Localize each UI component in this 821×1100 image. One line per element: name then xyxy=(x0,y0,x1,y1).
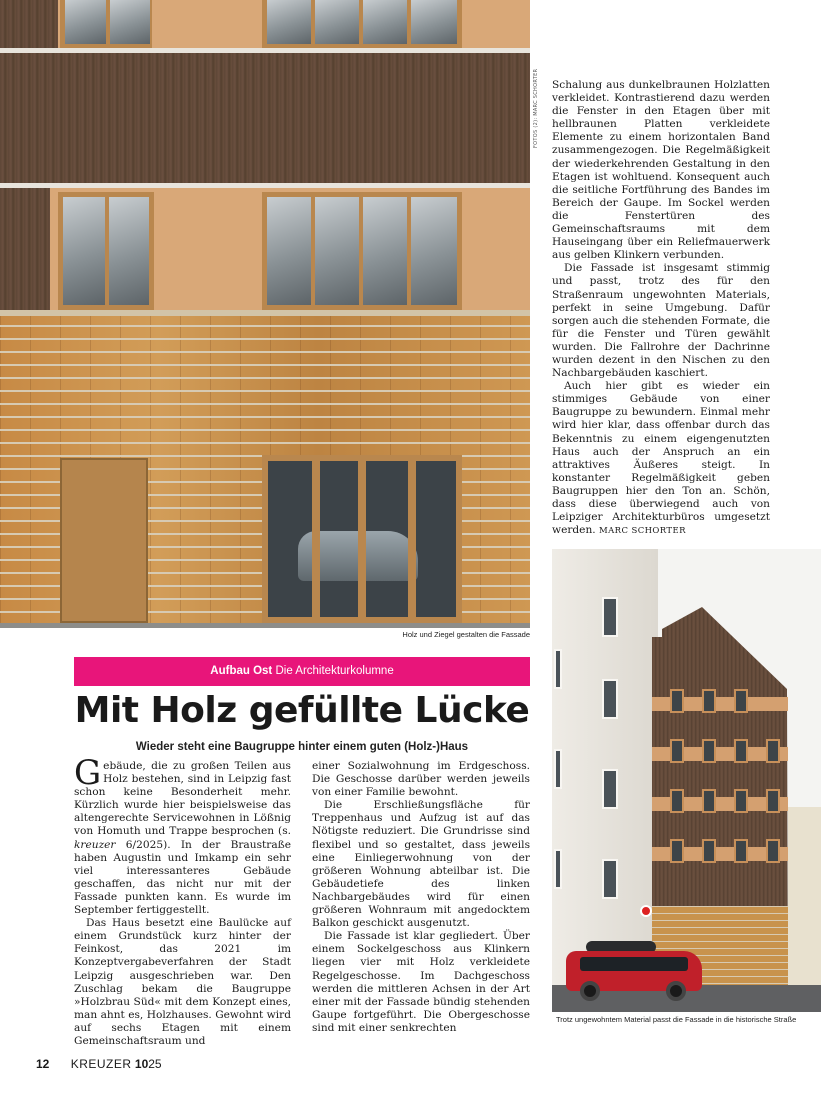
paragraph: Die Fassade ist klar gegliedert. Über einem Sockelgeschoss aus Klinkern liegen vier mit Holz verkleidete Regelgeschosse. Im Dachgeschoss werden die mittleren Achsen in der Art einer mit der Fassade bündig stehenden Gaupe fortgeführt. Die Obergeschosse sind mit einer senkrechten xyxy=(312,930,530,1034)
paragraph: Schalung aus dunkelbraunen Holzlatten verkleidet. Kontrastierend dazu werden die Fenster in den Etagen über mit hellbraunen Platten verkleidete Elemente zu einem horizontalen Band zusammengezogen. Die Regelmäßigkeit der wiederkehrenden Gestaltung in den Etagen ist wohltuend. Konsequent auch die seitliche Fortführung des Bandes im Bereich der Gaupe. Im Sockel werden die Fenstertüren des Gemeinschaftsraums mit dem Hauseingang über ein Reliefmauerwerk aus gelben Klinkern verbunden. xyxy=(552,79,770,262)
column-banner xyxy=(74,657,530,686)
photo-caption: Trotz ungewohntem Material passt die Fassade in die historische Straße xyxy=(556,1015,797,1024)
entrance-door xyxy=(60,458,148,623)
facade-photo xyxy=(0,0,530,628)
street-photo xyxy=(552,549,821,1012)
paragraph: Die Erschließungsfläche für Treppenhaus und Aufzug ist auf das Nötigste reduziert. Die Grundrisse sind flexibel und so gestaltet, dass jeweils eine Einliegerwohnung von der größeren Wohnung abteilbar ist. Die Gebäudetiefe des linken Nachbargebäudes wird für einen größeren Wohnraum mit angedocktem Balkon geschickt ausgenutzt. xyxy=(312,799,530,930)
paragraph: Die Fassade ist insgesamt stimmig und passt, trotz des für den Straßenraum ungewohnten Materials, perfekt in seine Umgebung. Dafür sorgen auch die stehenden Formate, die für die Fenster und Türen gewählt wurden. Die Fallrohre der Dachrinne wurden dezent in den Nischen zu den Nachbargebäuden kaschiert. xyxy=(552,262,770,380)
neighbour-building xyxy=(788,807,821,1012)
wood-cladding xyxy=(0,188,50,314)
paragraph: Auch hier gibt es wieder ein stimmiges Gebäude von einer Baugruppe zu bewundern. Einmal mehr wird hier klar, dass offenbar durch das Bekenntnis zu einem eigengenutzten Haus auch der Anspruch an ein attraktives Äußeres steigt. In konstanter Regelmäßigkeit geben Baugruppen hier den Ton an. Schön, dass diese überwiegend auch von Leipziger Architekturbüros umgesetzt werden. MARC SCHORTER xyxy=(552,380,770,537)
paragraph: Das Haus besetzt eine Baulücke auf einem Grundstück kurz hinter der Feinkost, das 2021 im Konzeptvergabeverfahren der Stadt Leipzig ausgeschrieben war. Den Zuschlag bekam die Baugruppe »Holzbrau Süd« mit dem Konzept eines, man ahnt es, Holzhauses. Gewohnt wird auf sechs Etagen mit einem Gemeinschaftsraum und xyxy=(74,917,291,1047)
red-car xyxy=(566,941,702,999)
wood-cladding xyxy=(0,53,530,185)
article-column-right xyxy=(552,79,770,538)
facade-window xyxy=(262,192,462,310)
magazine-name: KREUZER xyxy=(70,1057,132,1071)
page-footer xyxy=(36,1057,162,1071)
drop-cap: G xyxy=(74,753,102,793)
photo-caption: Holz und Ziegel gestalten die Fassade xyxy=(402,630,530,639)
article-column-2 xyxy=(312,760,530,1035)
pavement xyxy=(0,623,530,628)
wood-cladding xyxy=(0,0,58,50)
section-label: Aufbau Ost xyxy=(210,665,273,677)
facade-window xyxy=(60,0,152,49)
article-column-1 xyxy=(74,753,291,1048)
paragraph: Gebäude, die zu großen Teilen aus Holz bestehen, sind in Leipzig fast schon keine Besonderheit mehr. Kürzlich wurde hier beispielsweise das altengerechte Servicewohnen in Lößnig von Homuth und Trappe besprochen (s. kreuzer 6/2025). In der Braustraße haben Augustin und Imkamp ein sehr viel interessanteres Gebäude geschaffen, das nicht nur mit der Fassade punkten kann. Es wurde im September fertiggestellt. xyxy=(74,753,291,917)
subtitle: Wieder steht eine Baugruppe hinter einem guten (Holz-)Haus xyxy=(135,741,469,753)
column-label: Die Architekturkolumne xyxy=(275,665,394,677)
page-title: Mit Holz gefüllte Lücke xyxy=(74,690,530,731)
no-entry-sign-icon xyxy=(640,905,652,917)
facade-window xyxy=(58,192,154,310)
ground-floor-window xyxy=(262,455,462,623)
page-number: 12 xyxy=(36,1057,50,1071)
facade-window xyxy=(262,0,462,49)
paragraph: einer Sozialwohnung im Erdgeschoss. Die Geschosse darüber werden jeweils von einer Familie bewohnt. xyxy=(312,760,530,799)
author-byline: MARC SCHORTER xyxy=(599,526,686,537)
photo-credit: FOTOS (2): MARC SCHORTER xyxy=(533,68,539,148)
issue-number: 1025 xyxy=(134,1057,162,1071)
